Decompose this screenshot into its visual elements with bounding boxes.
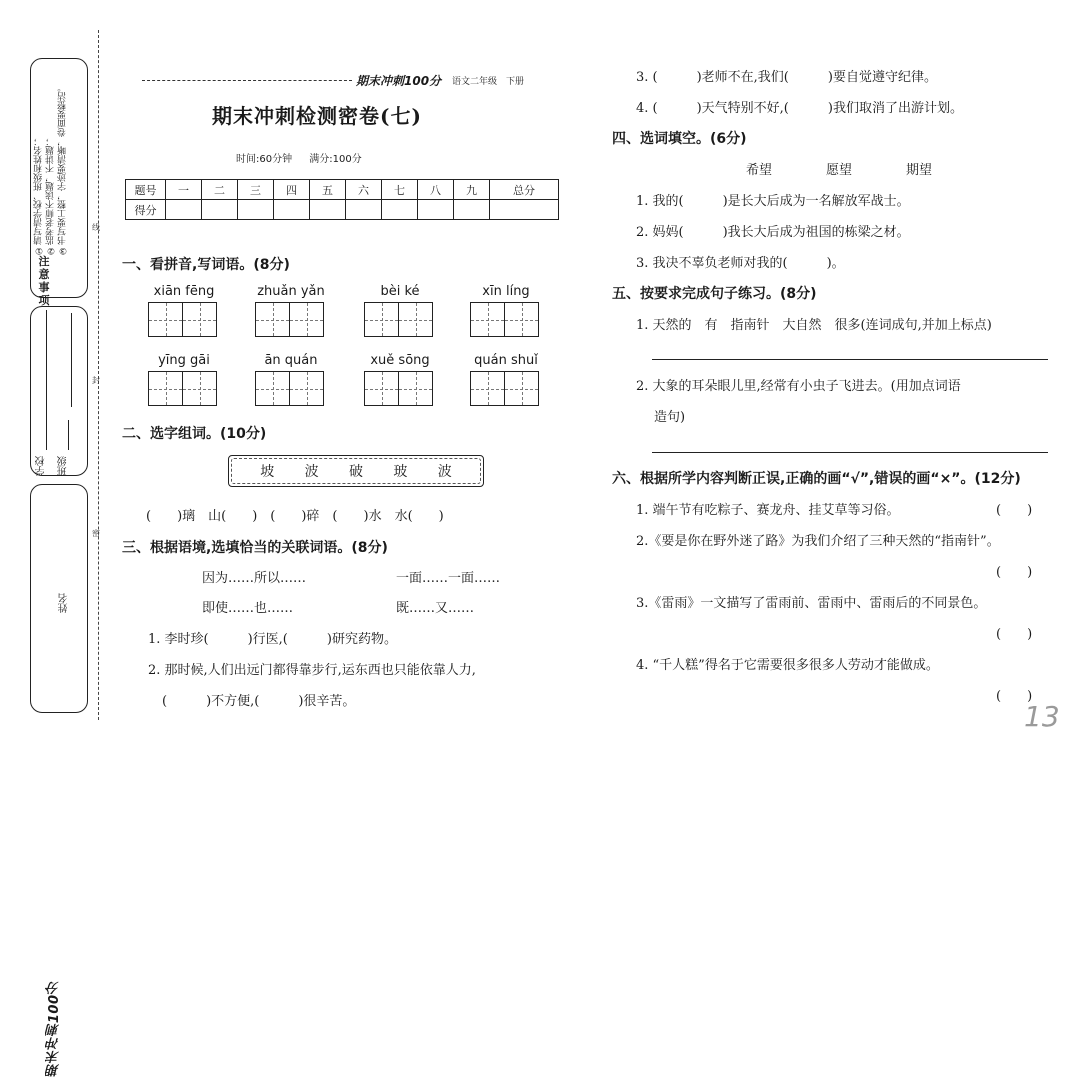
notes-box xyxy=(30,58,88,307)
note-line: ②监考老师不读题，不讲题； xyxy=(46,137,56,255)
word-fill-blanks[interactable]: ( )璃 山( ) ( )碎 ( )水 水( ) xyxy=(146,509,444,524)
section-2-heading: 二、选字组词。(10分) xyxy=(122,426,267,442)
question-item: 2. 那时候,人们出远门都得靠步行,运东西也只能依靠人力, xyxy=(148,663,476,678)
score-header-cell: 七 xyxy=(382,180,418,200)
score-cell[interactable] xyxy=(454,200,490,220)
subject-label: 语文二年级 下册 xyxy=(452,77,525,87)
writing-cell[interactable] xyxy=(148,302,183,337)
writing-cell[interactable] xyxy=(255,371,290,406)
pinyin-label: xiān fēng xyxy=(153,284,215,299)
question-item[interactable]: 1. 我的( )是长大后成为一名解放军战士。 xyxy=(636,194,910,209)
writing-grid xyxy=(255,302,323,337)
writing-grid xyxy=(148,302,216,337)
margin-brand: 期末冲刺100分 xyxy=(47,981,62,1077)
section-6-heading: 六、根据所学内容判断正误,正确的画“√”,错误的画“×”。(12分) xyxy=(612,471,1021,487)
writing-grid xyxy=(148,371,216,406)
page-number: 13 xyxy=(1024,700,1060,733)
score-header-cell: 六 xyxy=(346,180,382,200)
time-limit: 时间:60分钟 xyxy=(236,154,293,165)
character-option: 玻 xyxy=(393,464,408,480)
writing-cell[interactable] xyxy=(182,302,217,337)
exam-notes xyxy=(33,65,69,255)
class-label: 班级 xyxy=(58,456,69,476)
answer-line[interactable] xyxy=(652,359,1048,360)
answer-bracket[interactable]: ( ) xyxy=(996,627,1033,642)
score-cell[interactable] xyxy=(310,200,346,220)
exam-meta xyxy=(236,150,376,165)
score-header-cell: 五 xyxy=(310,180,346,200)
score-header-cell: 题号 xyxy=(126,180,166,200)
writing-cell[interactable] xyxy=(182,371,217,406)
writing-grid xyxy=(364,371,432,406)
answer-bracket[interactable]: ( ) xyxy=(996,689,1033,704)
pinyin-label: ān quán xyxy=(264,353,318,368)
writing-cell[interactable] xyxy=(289,302,324,337)
brand-box xyxy=(30,484,88,1077)
character-option: 波 xyxy=(437,464,452,480)
question-item: 4. “千人糕”得名于它需要很多很多人劳动才能做成。 xyxy=(636,658,939,673)
question-item: 3.《雷雨》一文描写了雷雨前、雷雨中、雷雨后的不同景色。 xyxy=(636,596,987,611)
character-options-box xyxy=(228,455,484,487)
question-item[interactable]: 4. ( )天气特别不好,( )我们取消了出游计划。 xyxy=(636,101,963,116)
pinyin-label: xīn líng xyxy=(482,284,530,299)
writing-cell[interactable] xyxy=(398,371,433,406)
page-title: 期末冲刺检测密卷(七) xyxy=(212,104,422,128)
score-cell[interactable] xyxy=(346,200,382,220)
writing-cell[interactable] xyxy=(364,302,399,337)
writing-grid xyxy=(470,371,538,406)
writing-cell[interactable] xyxy=(470,302,505,337)
score-cell[interactable] xyxy=(166,200,202,220)
conjunction-option: 既……又…… xyxy=(396,601,475,616)
word-option: 希望 xyxy=(746,163,773,178)
writing-cell[interactable] xyxy=(364,371,399,406)
cut-mark: 封 xyxy=(92,376,100,385)
conjunction-option: 即使……也…… xyxy=(202,601,294,616)
page-header xyxy=(142,72,542,88)
score-header-cell: 八 xyxy=(418,180,454,200)
score-header-cell: 三 xyxy=(238,180,274,200)
conjunction-option: 一面……一面…… xyxy=(396,571,501,586)
pinyin-label: xuě sōng xyxy=(370,353,430,368)
note-line: ①请写清学校、班级和姓名； xyxy=(34,137,44,255)
writing-cell[interactable] xyxy=(504,371,539,406)
writing-cell[interactable] xyxy=(398,302,433,337)
question-item[interactable]: 3. 我决不辜负老师对我的( )。 xyxy=(636,256,845,271)
character-option: 波 xyxy=(304,464,319,480)
school-label: 学校 xyxy=(36,456,47,476)
notes-title: 注意事项 xyxy=(38,255,50,307)
question-item: 1. 端午节有吃粽子、赛龙舟、挂艾草等习俗。 xyxy=(636,503,900,518)
section-5-heading: 五、按要求完成句子练习。(8分) xyxy=(612,286,817,302)
score-row-label: 得分 xyxy=(126,200,166,220)
pinyin-label: quán shuǐ xyxy=(474,353,538,368)
question-item: 2. 大象的耳朵眼儿里,经常有小虫子飞进去。(用加点词语 xyxy=(636,379,961,394)
score-cell[interactable] xyxy=(274,200,310,220)
score-table xyxy=(125,179,559,220)
score-cell[interactable] xyxy=(238,200,274,220)
writing-grid xyxy=(255,371,323,406)
writing-cell[interactable] xyxy=(148,371,183,406)
question-item[interactable]: 1. 李时珍( )行医,( )研究药物。 xyxy=(148,632,397,647)
word-option: 期望 xyxy=(906,163,933,178)
writing-cell[interactable] xyxy=(255,302,290,337)
score-header-row xyxy=(126,180,559,200)
answer-bracket[interactable]: ( ) xyxy=(996,565,1033,580)
word-option: 愿望 xyxy=(826,163,853,178)
question-item: 造句) xyxy=(654,410,686,425)
score-header-cell: 九 xyxy=(454,180,490,200)
writing-grid xyxy=(470,302,538,337)
writing-grid xyxy=(364,302,432,337)
class-write-line[interactable] xyxy=(68,420,69,450)
pinyin-label: yīng gāi xyxy=(158,353,210,368)
binding-margin xyxy=(30,58,88,1077)
pinyin-label: zhuǎn yǎn xyxy=(257,284,325,299)
writing-cell[interactable] xyxy=(504,302,539,337)
score-header-cell: 总分 xyxy=(490,180,559,200)
name-write-line[interactable] xyxy=(71,313,72,407)
score-header-cell: 二 xyxy=(202,180,238,200)
question-item[interactable]: 3. ( )老师不在,我们( )要自觉遵守纪律。 xyxy=(636,70,937,85)
conjunction-option: 因为……所以…… xyxy=(202,571,307,586)
question-item: 2.《要是你在野外迷了路》为我们介绍了三种天然的“指南针”。 xyxy=(636,534,1000,549)
name-label: 姓名 xyxy=(59,593,70,613)
header-divider xyxy=(142,80,352,81)
score-header-cell: 一 xyxy=(166,180,202,200)
full-score: 满分:100分 xyxy=(309,154,362,165)
question-item: 1. 天然的 有 指南针 大自然 很多(连词成句,并加上标点) xyxy=(636,318,992,333)
character-option: 坡 xyxy=(260,464,275,480)
writing-cell[interactable] xyxy=(470,371,505,406)
cut-mark: 密 xyxy=(92,529,100,538)
answer-line[interactable] xyxy=(652,452,1048,453)
question-item[interactable]: ( )不方便,( )很辛苦。 xyxy=(162,694,356,709)
pinyin-label: bèi ké xyxy=(380,284,420,299)
character-option: 破 xyxy=(348,464,363,480)
section-3-heading: 三、根据语境,选填恰当的关联词语。(8分) xyxy=(122,540,388,556)
score-cell[interactable] xyxy=(418,200,454,220)
score-header-cell: 四 xyxy=(274,180,310,200)
score-cell[interactable] xyxy=(490,200,559,220)
section-1-heading: 一、看拼音,写词语。(8分) xyxy=(122,257,290,273)
section-4-heading: 四、选词填空。(6分) xyxy=(612,131,747,147)
score-cell[interactable] xyxy=(202,200,238,220)
cut-mark: 线 xyxy=(92,223,100,232)
note-line: ③书写要工整，字迹要清晰，卷面要整洁。 xyxy=(58,83,68,255)
school-write-line[interactable] xyxy=(46,310,47,450)
writing-cell[interactable] xyxy=(289,371,324,406)
student-info-box xyxy=(30,306,88,613)
score-cell[interactable] xyxy=(382,200,418,220)
brand-name: 期末冲刺100分 xyxy=(356,74,442,88)
question-item[interactable]: 2. 妈妈( )我长大后成为祖国的栋梁之材。 xyxy=(636,225,910,240)
score-value-row xyxy=(126,200,559,220)
answer-bracket[interactable]: ( ) xyxy=(996,503,1033,518)
